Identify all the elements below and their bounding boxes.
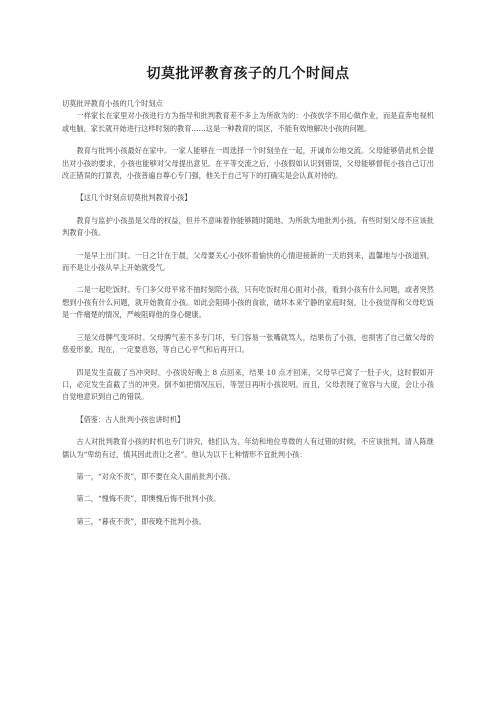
paragraph-3: 教育与监护小孩虽是父母的权益，但并不意味着你能够随时随地、为所欲为地批判小孩。有些时刻父母不应该批判教育小孩。 bbox=[62, 215, 434, 238]
document-body bbox=[62, 98, 434, 538]
paragraph-5: 二是一起吃饭时。专门多父母平常不抽时刻陪小孩，只有吃饭时用心面对小孩，看到小孩有什么问题，或者突然想到小孩有什么问题，就开始教育小孩。如此会阻碍小孩的食欲，破坏本来宁静的家庭时刻，让小孩觉得和父母吃饭是一件痛楚的情况，严峻阻碍他的身心健康。 bbox=[62, 285, 434, 320]
paragraph-2: 教育与批判小孩最好在家中。一家人能够在一周选择一个时刻坐在一起，开诚布公地交流。父母能够借此机会提出对小孩的要求，小孩也能够对父母提出意见。在平等交流之后，小孩假如认识到错误，父母能够督促小孩自己订出改正错误的打算表，小孩普遍自尊心专门强，他关于自己写下的打确实是会认真对待的。 bbox=[62, 146, 434, 181]
list-item-2: 第二，“愧悔不责”，即懊愧后悔不批判小孩。 bbox=[76, 494, 221, 504]
paragraph-1: 一样家长在家里对小孩进行方为指导和批判教育差不多上为所欲为的：小孩放学不用心做作业，而是直奔电视机或电脑，家长就开始进行这样时刻的教育……这是一种教育的误区，不能有效地解决小孩的问题。 bbox=[62, 111, 434, 133]
document-subtitle: 切莫批评教育小孩的几个时刻点 bbox=[62, 99, 163, 108]
paragraph-7: 四是发生直截了当冲突时。小孩说好晚上 8 点回来，结果 10 点才回来，父母早已窝了一肚子火，这时假如开口，必定发生直截了当的冲突。倒不如把情况压后，等翌日再听小孩说明。而且，父母表现了宽容与大度，会让小孩自觉地意识到自己的错误。 bbox=[62, 367, 434, 402]
document-title: 切莫批评教育孩子的几个时间点 bbox=[146, 66, 350, 82]
list-item-1: 第一，“对众不责”，即不要在众人面前批判小孩。 bbox=[76, 471, 235, 481]
section-heading-1: 【这几个时刻点切莫批判教育小孩】 bbox=[76, 193, 192, 203]
list-item-3: 第三，“暮夜不责”，即夜晚不批判小孩。 bbox=[76, 516, 206, 526]
paragraph-4: 一是早上出门时。一日之计在于晨，父母要关心小孩怀着愉快的心情迎接新的一天的到来，温馨地与小孩道别，而不是让小孩从早上开始就受气。 bbox=[62, 250, 434, 273]
paragraph-6: 三是父母脾气变坏时。父母脾气差不多专门坏，专门容易一张嘴就骂人，结果伤了小孩，也损害了自己做父母的慈爱形象。现在，一定要息怒，等自己心平气和后再开口。 bbox=[62, 332, 434, 355]
section-heading-2: 【借鉴：古人批判小孩也讲时机】 bbox=[76, 414, 185, 424]
paragraph-8: 古人对批判教育小孩的时机也专门讲究，他们认为，年幼和地位卑微的人有过错的时候，不应该批判。清人陈继儒认为“卑幼有过，慎其因此责让之者”。他认为以下七种情形不宜批判小孩： bbox=[62, 437, 434, 459]
